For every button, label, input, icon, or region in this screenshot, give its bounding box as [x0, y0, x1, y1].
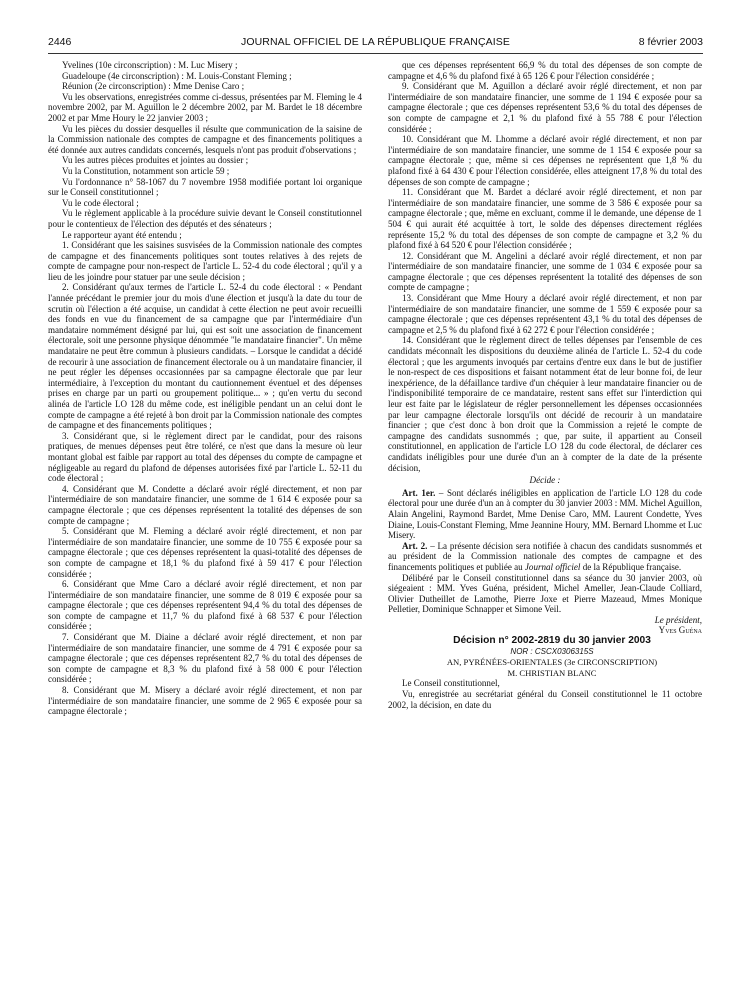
article-1-text: – Sont déclarés inéligibles en application de l'article LO 128 du code électoral pour une durée d'un an à compter du 30 janvier 2003 : MM. Michel Aguillon, Alain Angelini, Raymond Bardet, Mme Denise Caro, MM. Laurent Condette, Yves Diaine, Louis-Constant Fleming, Mme Jeannine Houry, MM. Bernard Lhomme et Luc Misery.	[388, 487, 702, 541]
decision-title: Décision n° 2002-2819 du 30 janvier 2003	[453, 635, 651, 647]
article-2	[388, 541, 702, 573]
signature-name: Yves Guéna	[658, 625, 702, 636]
paragraph: 13. Considérant que Mme Houry a déclaré avoir réglé directement, et non par l'intermédiaire de son mandataire financier, une somme de 1 559 € exposée pour sa campagne électorale ; que ces dépenses représentent 43,1 % du total des dépenses de campagne et 2,5 % du plafond fixé à 62 272 € pour l'élection considérée ;	[388, 293, 702, 335]
right-column	[388, 60, 702, 710]
page-header	[48, 36, 703, 50]
paragraph: 4. Considérant que M. Condette a déclaré avoir réglé directement, et non par l'intermédiaire de son mandataire financier, une somme de 1 614 € exposée pour sa campagne électorale ; que ces dépenses représentent la totalité des dépenses de son compte de campagne ;	[48, 483, 362, 526]
paragraph: Vu le code électoral ;	[62, 197, 139, 208]
signature-role: Le président,	[654, 614, 702, 625]
paragraph: 10. Considérant que M. Lhomme a déclaré avoir réglé directement, et non par l'intermédiaire de son mandataire financier, une somme de 1 154 € exposée pour sa campagne électorale ; que, même si ces dépenses ne représentent que 1,8 % du plafond fixé à 64 430 € pour l'élection considérée, elles atteignent 17,8 % du total des dépenses de son compte de campagne ;	[388, 134, 702, 187]
paragraph: 12. Considérant que M. Angelini a déclaré avoir réglé directement, et non par l'intermédiaire de son mandataire financier, une somme de 1 034 € exposée pour sa campagne électorale ; que ces dépenses représentent la totalité des dépenses de son compte de campagne ;	[388, 250, 702, 293]
paragraph: Vu les autres pièces produites et jointes au dossier ;	[62, 155, 249, 166]
paragraph: Vu la Constitution, notamment son article 59 ;	[62, 165, 230, 176]
nor-reference: NOR : CSCX0306315S	[510, 646, 594, 656]
paragraph: 7. Considérant que M. Diaine a déclaré avoir réglé directement, et non par l'intermédiaire de son mandataire financier, une somme de 4 791 € exposée pour sa campagne électorale ; que ces dépenses représentent 82,7 % du total des dépenses de son compte de campagne et 8,3 % du plafond fixé à 58 000 € pour l'élection considérée ;	[48, 632, 362, 685]
paragraph: Guadeloupe (4e circonscription) : M. Louis-Constant Fleming ;	[62, 70, 292, 81]
candidate-name: M. CHRISTIAN BLANC	[507, 667, 597, 678]
journal-title: JOURNAL OFFICIEL DE LA RÉPUBLIQUE FRANÇAISE	[241, 36, 510, 48]
paragraph: Vu, enregistrée au secrétariat général du Conseil constitutionnel le 11 octobre 2002, la décision, en date du	[388, 689, 702, 710]
paragraph: Vu les observations, enregistrées comme ci-dessus, présentées par M. Fleming le 4 novembre 2002, par M. Aguillon le 2 décembre 2002, par M. Bardet le 18 décembre 2002 et par Mme Houry le 22 janvier 2003 ;	[48, 91, 362, 123]
deliberation: Délibéré par le Conseil constitutionnel dans sa séance du 30 janvier 2003, où siégeaient : MM. Yves Guéna, président, Michel Ameller, Jean-Claude Colliard, Olivier Dutheillet de Lamothe, Pierre Joxe et Pierre Mazeaud, Mmes Monique Pelletier, Dominique Schnapper et Simone Veil.	[388, 572, 702, 615]
article-1	[388, 488, 702, 541]
paragraph: 5. Considérant que M. Fleming a déclaré avoir réglé directement, et non par l'intermédiaire de son mandataire financier, une somme de 10 755 € exposée pour sa campagne électorale ; que ces dépenses représentent la quasi-totalité des dépenses de son compte de campagne et 18,1 % du plafond fixé à 59 417 € pour l'élection considérée ;	[48, 526, 362, 579]
journal-officiel-italic: Journal officiel	[524, 561, 581, 572]
article-2-text: – La présente décision sera notifiée à chacun des candidats susnommés et au président de la Commission nationale des comptes de campagne et des financements politiques et publiée au	[388, 540, 703, 572]
paragraph: 3. Considérant que, si le règlement direct par le candidat, pour des raisons pratiques, de menues dépenses peut être toléré, ce n'est que dans la mesure où leur montant global est faible par rapport au total des dépenses du compte de campagne et négligeable au regard du plafond de dépenses autorisées fixé par l'article L. 52-11 du code électoral ;	[48, 430, 362, 484]
paragraph: 1. Considérant que les saisines susvisées de la Commission nationale des comptes de campagne et des financements politiques sont toutes relatives à des rejets de compte de campagne pour non-respect de l'article L. 52-4 du code électoral ; qu'il y a lieu de les joindre pour statuer par une seule décision ;	[48, 240, 362, 282]
paragraph: 6. Considérant que Mme Caro a déclaré avoir réglé directement, et non par l'intermédiaire de son mandataire financier, une somme de 8 019 € exposée pour sa campagne électorale ; que ces dépenses représentent 94,4 % du total des dépenses de son compte de campagne et 11,7 % du plafond fixé à 68 537 € pour l'élection considérée ;	[48, 579, 362, 632]
paragraph: Vu l'ordonnance n° 58-1067 du 7 novembre 1958 modifiée portant loi organique sur le Conseil constitutionnel ;	[48, 176, 362, 198]
paragraph: 9. Considérant que M. Aguillon a déclaré avoir réglé directement, et non par l'intermédiaire de son mandataire financier, une somme de 1 194 € exposée pour sa campagne électorale ; que ces dépenses représentent 53,6 % du total des dépenses de son compte de campagne et 2,1 % du plafond fixé à 55 788 € pour l'élection considérée ;	[388, 81, 702, 134]
paragraph: 11. Considérant que M. Bardet a déclaré avoir réglé directement, et non par l'intermédiaire de son mandataire financier, une somme de 3 586 € exposée pour sa campagne électorale ; que, même en excluant, comme il le demande, une dépense de 1 504 € qui aurait été acquittée à tort, le solde des dépenses directement réglées représente 15,2 % du total des dépenses de son compte de campagne et 3,2 % du plafond fixé à 64 520 € pour l'élection considérée ;	[388, 187, 702, 251]
issue-date: 8 février 2003	[638, 36, 703, 48]
paragraph: Réunion (2e circonscription) : Mme Denise Caro ;	[62, 81, 245, 92]
left-column	[48, 60, 362, 717]
circonscription: AN, PYRÉNÉES-ORIENTALES (3e CIRCONSCRIPTION)	[446, 657, 658, 668]
article-2-label: Art. 2.	[402, 540, 428, 551]
article-1-label: Art. 1er.	[402, 487, 436, 498]
paragraph: 8. Considérant que M. Misery a déclaré avoir réglé directement, et non par l'intermédiaire de son mandataire financier, une somme de 2 965 € exposée pour sa campagne électorale ;	[48, 685, 362, 717]
decide-heading: Décide :	[529, 475, 561, 486]
article-2-text-end: de la République française.	[580, 561, 682, 572]
paragraph: Yvelines (10e circonscription) : M. Luc Misery ;	[62, 60, 238, 70]
paragraph: Vu les pièces du dossier desquelles il résulte que communication de la saisine de la Commission nationale des comptes de campagne et des financements politiques a été donnée aux autres candidats concernés, lesquels n'ont pas produit d'observations ;	[48, 123, 362, 155]
paragraph: Le Conseil constitutionnel,	[402, 678, 500, 689]
paragraph: que ces dépenses représentent 66,9 % du total des dépenses de son compte de campagne et 4,6 % du plafond fixé à 65 126 € pour l'élection considérée ;	[388, 60, 702, 81]
paragraph: Le rapporteur ayant été entendu ;	[62, 229, 182, 240]
header-rule	[48, 53, 703, 54]
page-number: 2446	[48, 36, 72, 48]
paragraph: 2. Considérant qu'aux termes de l'article L. 52-4 du code électoral : « Pendant l'année précédant le premier jour du mois d'une élection et jusqu'à la date du tour de scrutin où l'élection a été acquise, un candidat à cette élection ne peut avoir recueilli des fonds en vue du financement de sa campagne que par l'intermédiaire d'un mandataire nommément désigné par lui, qui est soit une association de financement électorale, soit une personne physique dénommée "le mandataire financier". Un même mandataire ne peut être commun à plusieurs candidats. – Lorsque le candidat a décidé de recourir à une association de financement électorale ou à un mandataire financier, il ne peut régler les dépenses occasionnées par sa campagne électorale que par leur intermédiaire, à l'exception du montant du cautionnement éventuel et des dépenses prises en charge par un parti ou groupement politique... » ; qu'en vertu du second alinéa de l'article LO 128 du même code, est inéligible pendant un an celui dont le compte de campagne a été rejeté à bon droit par la Commission nationale des comptes de campagne et des financements politiques ;	[48, 282, 362, 431]
paragraph: 14. Considérant que le règlement direct de telles dépenses par l'ensemble de ces candidats méconnaît les dispositions du deuxième alinéa de l'article L. 52-4 du code électoral ; que les arguments invoqués par certains d'entre eux dans le but de justifier le non-respect de ces dispositions et faisant notamment état de leur bonne foi, de leur inexpérience, de la défaillance tardive d'un chéquier à leur mandataire financier ou de l'indisponibilité temporaire de ce mandataire, restent sans effet sur l'interdiction qui leur est faite par le législateur de régler personnellement les dépenses occasionnées par leur campagne électorale lorsqu'ils ont décidé de recourir à un mandataire financier ; que c'est donc à bon droit que la Commission a rejeté le compte de campagne des candidats susnommés ; que, par suite, il appartient au Conseil constitutionnel, en application de l'article LO 128 du code électoral, de déclarer ces candidats inéligibles pour une durée d'un an à compter de la date de la présente décision,	[388, 335, 702, 473]
paragraph: Vu le règlement applicable à la procédure suivie devant le Conseil constitutionnel pour le contentieux de l'élection des députés et des sénateurs ;	[48, 208, 362, 229]
